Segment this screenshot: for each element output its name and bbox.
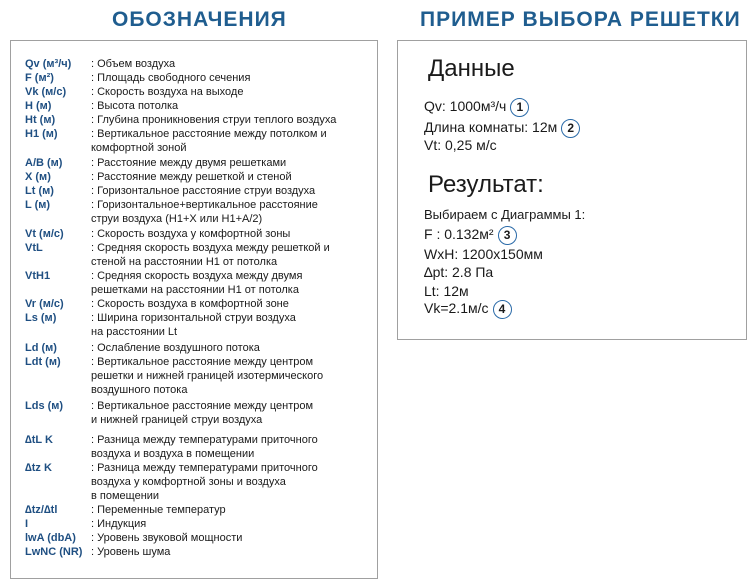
legend-description (91, 297, 381, 311)
legend-description-line: : Горизонтальное расстояние струи воздуха (91, 185, 316, 197)
legend-term: H1 (м) (25, 128, 58, 140)
data-title: Данные (428, 55, 515, 82)
legend-description-line: на расстоянии Lt (91, 326, 178, 338)
legend-description-line: : Вертикальное расстояние между центром (91, 356, 314, 368)
legend-term: Ldt (м) (25, 356, 61, 368)
legend-description (91, 341, 381, 355)
room-length-value: Длина комнаты: 12м (424, 119, 558, 136)
legend-term: F (м²) (25, 72, 54, 84)
legend-description-line: : Расстояние между двумя решетками (91, 157, 287, 169)
legend-description (91, 198, 381, 226)
legend-term: Ld (м) (25, 342, 57, 354)
legend-description (91, 57, 381, 71)
legend-description-line: воздушного потока (91, 384, 188, 396)
legend-term: L (м) (25, 199, 51, 211)
legend-description (91, 269, 381, 297)
legend-description (91, 99, 381, 113)
legend-term: Vr (м/с) (25, 298, 64, 310)
result-title: Результат: (428, 171, 544, 198)
legend-term: Vt (м/с) (25, 228, 64, 240)
legend-term: LwNC (NR) (25, 546, 83, 558)
legend-term: A/B (м) (25, 157, 63, 169)
legend-description (91, 461, 381, 503)
legend-description-line: : Разница между температурами приточного (91, 462, 318, 474)
marker-4: 4 (493, 300, 512, 319)
legend-description-line: : Уровень звуковой мощности (91, 532, 243, 544)
legend-description (91, 399, 381, 427)
pt-line: ∆pt: 2.8 Па (424, 264, 494, 280)
marker-1: 1 (510, 98, 529, 117)
legend-description-line: : Ослабление воздушного потока (91, 342, 260, 354)
legend-term: X (м) (25, 171, 51, 183)
legend-description-line: : Вертикальное расстояние между центром (91, 400, 314, 412)
legend-description-line: : Расстояние между решеткой и стеной (91, 171, 292, 183)
legend-description (91, 545, 381, 559)
room-length-line (424, 119, 580, 138)
legend-description-line: : Глубина проникновения струи теплого воздуха (91, 114, 337, 126)
legend-description-line: : Высота потолка (91, 100, 179, 112)
legend-description (91, 311, 381, 339)
lt-line: Lt: 12м (424, 283, 469, 299)
legend-description-line: : Площадь свободного сечения (91, 72, 251, 84)
legend-description-line: : Разница между температурами приточного (91, 434, 318, 446)
legend-term: VtL (25, 242, 43, 254)
vt-line: Vt: 0,25 м/с (424, 137, 497, 153)
legend-description (91, 241, 381, 269)
legend-description-line: : Вертикальное расстояние между потолком и (91, 128, 327, 140)
legend-description-line: комфортной зоной (91, 142, 187, 154)
legend-description-line: : Переменные температур (91, 504, 226, 516)
legend-description-line: : Объем воздуха (91, 58, 176, 70)
legend-description-line: струи воздуха (H1+X или H1+A/2) (91, 213, 263, 225)
wxh-line: WxH: 1200x150мм (424, 246, 543, 262)
legend-description-line: воздуха и воздуха в помещении (91, 448, 255, 460)
legend-term: Lds (м) (25, 400, 64, 412)
legend-description-line: : Уровень шума (91, 546, 171, 558)
vk-value: Vk=2.1м/с (424, 300, 489, 317)
legend-term: H (м) (25, 100, 52, 112)
legend-description (91, 184, 381, 198)
legend-term: Ht (м) (25, 114, 56, 126)
legend-description-line: : Индукция (91, 518, 147, 530)
legend-description (91, 170, 381, 184)
legend-term: Vk (м/с) (25, 86, 67, 98)
legend-description-line: : Средняя скорость воздуха между решеткой и (91, 242, 330, 254)
legend-description (91, 355, 381, 397)
f-line (424, 226, 517, 245)
legend-description-line: и нижней границей струи воздуха (91, 414, 263, 426)
legend-term: I (25, 518, 29, 530)
legend-heading: ОБОЗНАЧЕНИЯ (112, 8, 287, 31)
airflow-value: Qv: 1000м³/ч (424, 98, 507, 115)
legend-term: VtH1 (25, 270, 51, 282)
legend-term: Ls (м) (25, 312, 57, 324)
legend-description (91, 127, 381, 155)
diagram-line: Выбираем с Диаграммы 1: (424, 207, 586, 222)
legend-description-line: : Скорость воздуха в комфортной зоне (91, 298, 289, 310)
legend-description-line: решетками на расстоянии H1 от потолка (91, 284, 299, 296)
legend-box (10, 40, 378, 579)
legend-description-line: : Ширина горизонтальной струи воздуха (91, 312, 296, 324)
legend-description (91, 85, 381, 99)
legend-term: Lt (м) (25, 185, 54, 197)
example-heading: ПРИМЕР ВЫБОРА РЕШЕТКИ (420, 8, 741, 31)
legend-description-line: : Скорость воздуха на выходе (91, 86, 244, 98)
legend-description (91, 227, 381, 241)
legend-description (91, 113, 381, 127)
legend-description-line: стеной на расстоянии H1 от потолка (91, 256, 278, 268)
legend-description-line: воздуха у комфортной зоны и воздуха (91, 476, 286, 488)
legend-description-line: : Скорость воздуха у комфортной зоны (91, 228, 291, 240)
legend-description-line: : Средняя скорость воздуха между двумя (91, 270, 303, 282)
legend-description-line: в помещении (91, 490, 160, 502)
legend-term: ∆tz K (25, 462, 52, 474)
airflow-line (424, 98, 529, 117)
f-value: F : 0.132м² (424, 226, 494, 243)
legend-term: Qv (м³/ч) (25, 58, 72, 70)
marker-2: 2 (561, 119, 580, 138)
legend-description (91, 156, 381, 170)
vk-line (424, 300, 512, 319)
legend-term: ∆tz/∆tl (25, 504, 58, 516)
legend-term: ∆tL K (25, 434, 53, 446)
legend-description (91, 433, 381, 461)
legend-term: lwA (dbA) (25, 532, 76, 544)
example-box (397, 40, 747, 340)
legend-description-line: : Горизонтальное+вертикальное расстояние (91, 199, 318, 211)
legend-description (91, 71, 381, 85)
legend-description (91, 531, 381, 545)
marker-3: 3 (498, 226, 517, 245)
legend-description (91, 517, 381, 531)
legend-description (91, 503, 381, 517)
legend-description-line: решетки и нижней границей изотермического (91, 370, 324, 382)
